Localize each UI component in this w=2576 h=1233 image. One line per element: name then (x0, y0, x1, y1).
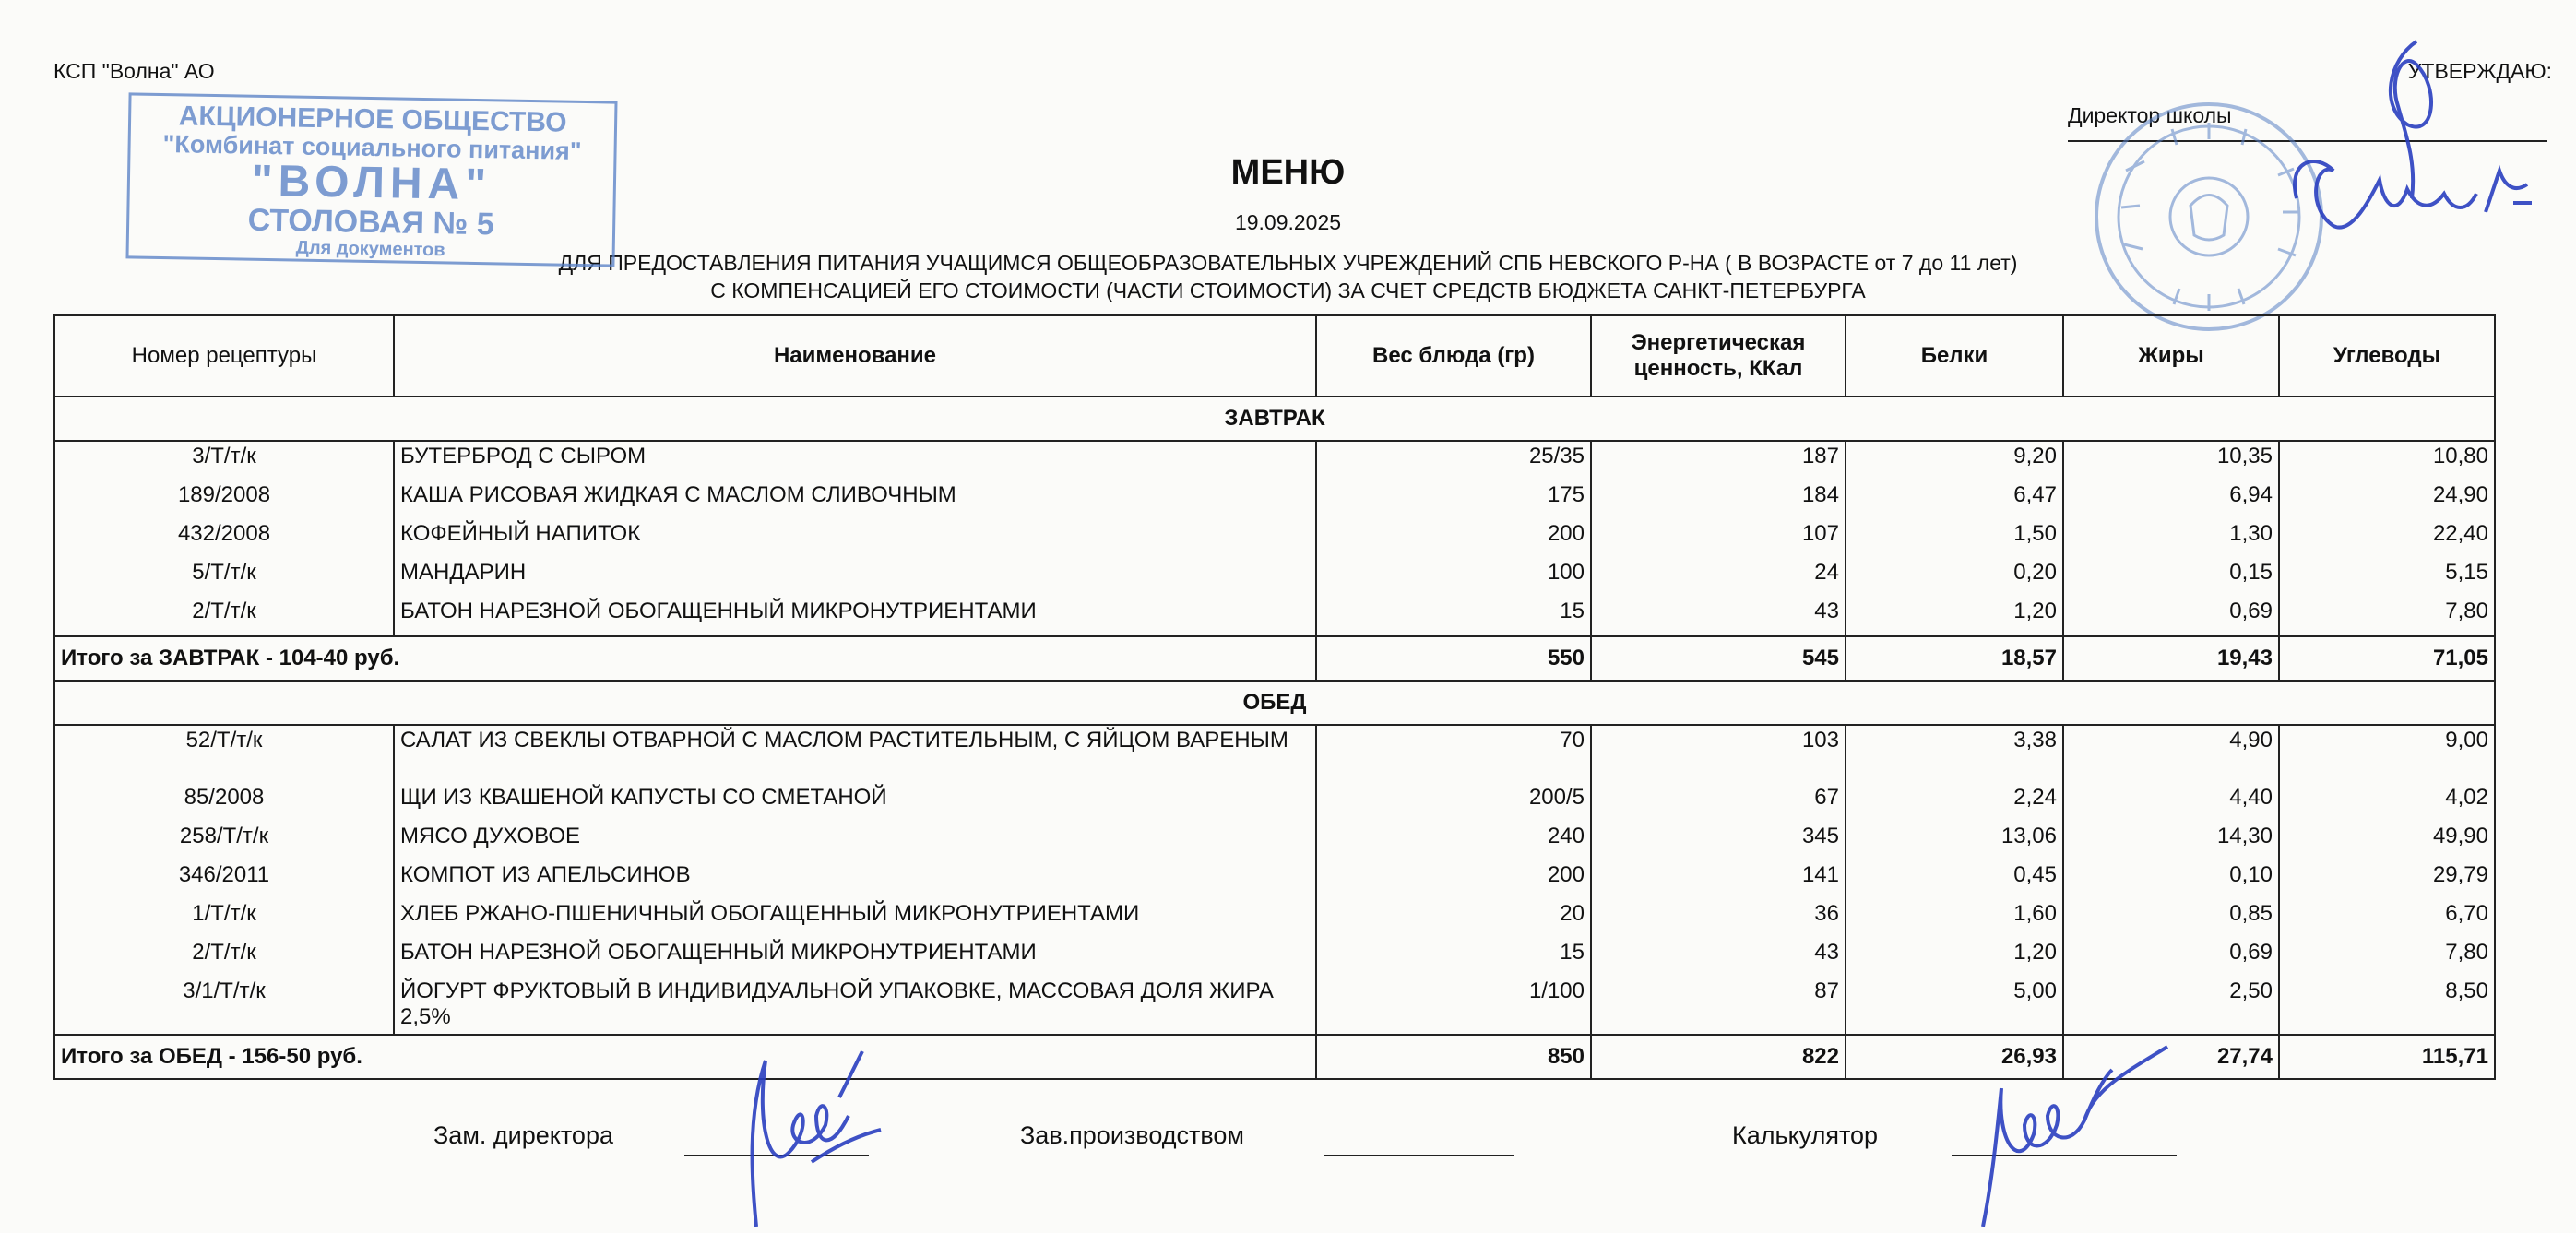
cell-name: ЩИ ИЗ КВАШЕНОЙ КАПУСТЫ СО СМЕТАНОЙ (394, 783, 1316, 822)
cell-name: КАША РИСОВАЯ ЖИДКАЯ С МАСЛОМ СЛИВОЧНЫМ (394, 480, 1316, 519)
cell-fat: 0,69 (2063, 597, 2279, 636)
cell-fat: 10,35 (2063, 441, 2279, 480)
cell-name: ЙОГУРТ ФРУКТОВЫЙ В ИНДИВИДУАЛЬНОЙ УПАКОВКЕ, МАССОВАЯ ДОЛЯ ЖИРА 2,5% (394, 977, 1316, 1035)
total-label: Итого за ЗАВТРАК - 104-40 руб. (54, 636, 1316, 681)
cell-fat: 0,10 (2063, 860, 2279, 899)
cell-name: КОМПОТ ИЗ АПЕЛЬСИНОВ (394, 860, 1316, 899)
cell-protein: 1,50 (1846, 519, 2063, 558)
cell-carbs: 4,02 (2279, 783, 2495, 822)
cell-carbs: 29,79 (2279, 860, 2495, 899)
header-energy: Энергетическая ценность, ККал (1591, 315, 1846, 397)
cell-weight: 15 (1316, 938, 1591, 977)
total-weight: 850 (1316, 1035, 1591, 1079)
cell-energy: 43 (1591, 938, 1846, 977)
cell-name: БАТОН НАРЕЗНОЙ ОБОГАЩЕННЫЙ МИКРОНУТРИЕНТАМИ (394, 597, 1316, 636)
header-carbs: Углеводы (2279, 315, 2495, 397)
cell-num: 189/2008 (54, 480, 394, 519)
cell-weight: 25/35 (1316, 441, 1591, 480)
header-weight: Вес блюда (гр) (1316, 315, 1591, 397)
total-fat: 27,74 (2063, 1035, 2279, 1079)
cell-num: 85/2008 (54, 783, 394, 822)
cell-energy: 184 (1591, 480, 1846, 519)
cell-weight: 1/100 (1316, 977, 1591, 1035)
cell-fat: 6,94 (2063, 480, 2279, 519)
production-signature-line (1324, 1155, 1514, 1156)
cell-energy: 187 (1591, 441, 1846, 480)
total-carbs: 71,05 (2279, 636, 2495, 681)
cell-fat: 0,15 (2063, 558, 2279, 597)
stamp-line-3: "ВОЛНА" (251, 156, 493, 210)
stamp-line-5: Для документов (295, 237, 445, 261)
cell-carbs: 9,00 (2279, 725, 2495, 783)
cell-name: КОФЕЙНЫЙ НАПИТОК (394, 519, 1316, 558)
cell-protein: 13,06 (1846, 822, 2063, 860)
menu-table (53, 314, 2496, 1080)
cell-energy: 345 (1591, 822, 1846, 860)
organization-name: КСП "Волна" АО (53, 59, 215, 83)
cell-protein: 1,60 (1846, 899, 2063, 938)
cell-protein: 1,20 (1846, 938, 2063, 977)
cell-num: 5/Т/т/к (54, 558, 394, 597)
cell-fat: 4,90 (2063, 725, 2279, 783)
total-carbs: 115,71 (2279, 1035, 2495, 1079)
header-recipe-number: Номер рецептуры (54, 315, 394, 397)
cell-num: 3/Т/т/к (54, 441, 394, 480)
document-date: 19.09.2025 (1234, 210, 1342, 234)
header-dish-name: Наименование (394, 315, 1316, 397)
cell-num: 2/Т/т/к (54, 597, 394, 636)
total-energy: 822 (1591, 1035, 1846, 1079)
cell-protein: 6,47 (1846, 480, 2063, 519)
header-fat: Жиры (2063, 315, 2279, 397)
total-weight: 550 (1316, 636, 1591, 681)
cell-weight: 20 (1316, 899, 1591, 938)
table-row (54, 441, 2495, 480)
director-signature (2278, 23, 2555, 263)
cell-weight: 70 (1316, 725, 1591, 783)
cell-fat: 0,69 (2063, 938, 2279, 977)
cell-fat: 2,50 (2063, 977, 2279, 1035)
table-row (54, 725, 2495, 783)
cell-fat: 4,40 (2063, 783, 2279, 822)
table-row (54, 597, 2495, 636)
cell-name: САЛАТ ИЗ СВЕКЛЫ ОТВАРНОЙ С МАСЛОМ РАСТИТЕЛЬНЫМ, С ЯЙЦОМ ВАРЕНЫМ (394, 725, 1316, 783)
cell-name: БАТОН НАРЕЗНОЙ ОБОГАЩЕННЫЙ МИКРОНУТРИЕНТАМИ (394, 938, 1316, 977)
total-label: Итого за ОБЕД - 156-50 руб. (54, 1035, 1316, 1079)
cell-num: 346/2011 (54, 860, 394, 899)
cell-num: 258/Т/т/к (54, 822, 394, 860)
cell-energy: 87 (1591, 977, 1846, 1035)
calculator-label: Калькулятор (1732, 1121, 1879, 1149)
production-head-label: Зав.производством (1020, 1121, 1244, 1149)
cell-name: ХЛЕБ РЖАНО-ПШЕНИЧНЫЙ ОБОГАЩЕННЫЙ МИКРОНУТРИЕНТАМИ (394, 899, 1316, 938)
table-row (54, 977, 2495, 1035)
cell-num: 1/Т/т/к (54, 899, 394, 938)
table-row (54, 822, 2495, 860)
stamp-line-1: АКЦИОНЕРНОЕ ОБЩЕСТВО (178, 101, 567, 138)
table-row (54, 519, 2495, 558)
cell-num: 432/2008 (54, 519, 394, 558)
cell-carbs: 7,80 (2279, 938, 2495, 977)
document-subtitle-1: ДЛЯ ПРЕДОСТАВЛЕНИЯ ПИТАНИЯ УЧАЩИМСЯ ОБЩЕОБРАЗОВАТЕЛЬНЫХ УЧРЕЖДЕНИЙ СПБ НЕВСКОГО Р-НА ( В ВОЗРАСТЕ от 7 до 11 лет) (558, 251, 2018, 275)
cell-protein: 9,20 (1846, 441, 2063, 480)
cell-carbs: 7,80 (2279, 597, 2495, 636)
breakfast-total-row (54, 636, 2495, 681)
cell-energy: 107 (1591, 519, 1846, 558)
cell-weight: 15 (1316, 597, 1591, 636)
cell-num: 52/Т/т/к (54, 725, 394, 783)
cell-weight: 240 (1316, 822, 1591, 860)
table-row (54, 558, 2495, 597)
cell-weight: 200 (1316, 519, 1591, 558)
document-title: МЕНЮ (1230, 153, 1346, 192)
cell-carbs: 24,90 (2279, 480, 2495, 519)
cell-carbs: 8,50 (2279, 977, 2495, 1035)
table-row (54, 938, 2495, 977)
table-row (54, 899, 2495, 938)
director-label: Директор школы (2068, 103, 2232, 127)
cell-protein: 0,45 (1846, 860, 2063, 899)
cell-fat: 14,30 (2063, 822, 2279, 860)
cell-protein: 2,24 (1846, 783, 2063, 822)
total-fat: 19,43 (2063, 636, 2279, 681)
breakfast-section-title: ЗАВТРАК (54, 397, 2495, 441)
cell-weight: 100 (1316, 558, 1591, 597)
cell-energy: 24 (1591, 558, 1846, 597)
cell-energy: 141 (1591, 860, 1846, 899)
cell-carbs: 6,70 (2279, 899, 2495, 938)
cell-energy: 36 (1591, 899, 1846, 938)
cell-num: 3/1/Т/т/к (54, 977, 394, 1035)
lunch-section-row (54, 681, 2495, 725)
table-header-row (54, 315, 2495, 397)
cell-protein: 1,20 (1846, 597, 2063, 636)
stamp-line-4: СТОЛОВАЯ № 5 (247, 202, 495, 243)
cell-energy: 103 (1591, 725, 1846, 783)
cell-name: МАНДАРИН (394, 558, 1316, 597)
table-row (54, 480, 2495, 519)
table-row (54, 783, 2495, 822)
cell-energy: 43 (1591, 597, 1846, 636)
approval-label: УТВЕРЖДАЮ: (2407, 59, 2552, 83)
cell-fat: 1,30 (2063, 519, 2279, 558)
cell-name: МЯСО ДУХОВОЕ (394, 822, 1316, 860)
total-protein: 26,93 (1846, 1035, 2063, 1079)
cell-weight: 175 (1316, 480, 1591, 519)
cell-name: БУТЕРБРОД С СЫРОМ (394, 441, 1316, 480)
cell-protein: 0,20 (1846, 558, 2063, 597)
deputy-signature (701, 1042, 885, 1233)
cell-energy: 67 (1591, 783, 1846, 822)
cell-fat: 0,85 (2063, 899, 2279, 938)
total-energy: 545 (1591, 636, 1846, 681)
cell-carbs: 49,90 (2279, 822, 2495, 860)
lunch-section-title: ОБЕД (54, 681, 2495, 725)
document-subtitle-2: С КОМПЕНСАЦИЕЙ ЕГО СТОИМОСТИ (ЧАСТИ СТОИМОСТИ) ЗА СЧЕТ СРЕДСТВ БЮДЖЕТА САНКТ-ПЕТЕРБУРГА (710, 279, 1866, 302)
cell-weight: 200/5 (1316, 783, 1591, 822)
cell-carbs: 5,15 (2279, 558, 2495, 597)
cell-protein: 3,38 (1846, 725, 2063, 783)
cell-weight: 200 (1316, 860, 1591, 899)
calculator-signature (1946, 1033, 2186, 1233)
cell-num: 2/Т/т/к (54, 938, 394, 977)
cell-protein: 5,00 (1846, 977, 2063, 1035)
stamp-line-2: "Комбинат социального питания" (162, 129, 582, 165)
deputy-director-label: Зам. директора (433, 1121, 613, 1149)
company-stamp (125, 92, 617, 267)
total-protein: 18,57 (1846, 636, 2063, 681)
cell-carbs: 22,40 (2279, 519, 2495, 558)
cell-carbs: 10,80 (2279, 441, 2495, 480)
breakfast-section-row (54, 397, 2495, 441)
table-row (54, 860, 2495, 899)
header-protein: Белки (1846, 315, 2063, 397)
